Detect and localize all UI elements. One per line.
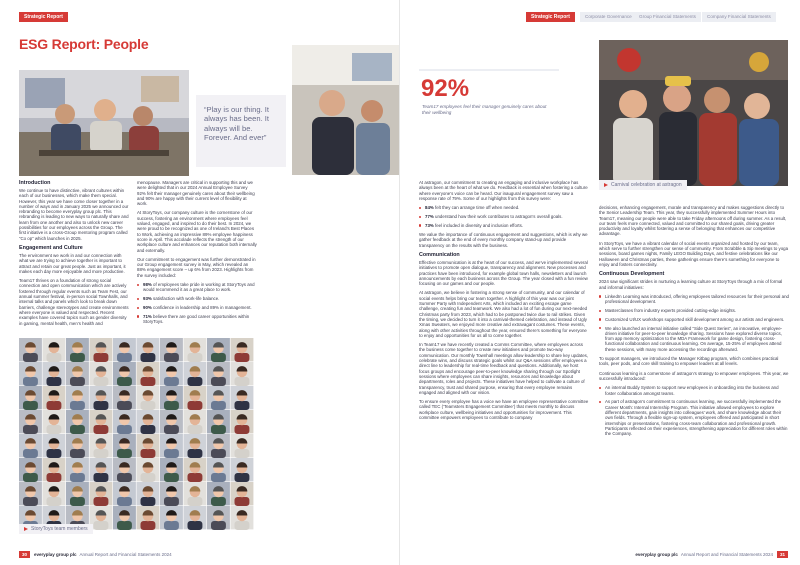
nav-company-financial-statements[interactable]: Company Financial Statements bbox=[702, 12, 776, 22]
pull-quote: “Play is our thing. It always has been. It always will be. Forever. And ever” bbox=[204, 105, 270, 143]
paragraph: 2024 saw significant strides in nurturing a learning culture at StoryToys through a mix of formal and informal initiatives: bbox=[599, 279, 783, 290]
headshot-tile bbox=[231, 434, 254, 458]
headshot-tile bbox=[19, 434, 42, 458]
headshot-tile bbox=[137, 434, 160, 458]
headshot-tile bbox=[231, 338, 254, 362]
headshot-tile bbox=[137, 386, 160, 410]
list-item: 77% understand how their work contributes to astragon’s overall goals. bbox=[419, 214, 589, 219]
headshot-tile bbox=[19, 386, 42, 410]
list-item: As part of astragon’s commitment to continuous learning, we successfully implemented the Career Month: Internal Internship Program. This initiative allowed employees to explore different departments, gain insights into colleagues’ work, and share knowledge about their own fields. Through a flexible sign-up system, employees offered and participated in short internships or presentations, fostering cross-team collaboration and professional growth. Participants reflected on their experiences, strengthening appreciation for different roles within the Company. bbox=[599, 399, 789, 436]
page-footer bbox=[635, 551, 788, 558]
headshot-tile bbox=[184, 386, 207, 410]
headshot-tile bbox=[19, 338, 42, 362]
page-number: 30 bbox=[19, 551, 30, 558]
right-column-2 bbox=[599, 205, 789, 440]
headshot-tile bbox=[43, 338, 66, 362]
headshot-tile bbox=[184, 458, 207, 482]
headshot-tile bbox=[231, 458, 254, 482]
headshot-tile bbox=[113, 434, 136, 458]
headshot-tile bbox=[66, 386, 89, 410]
headshot-tile bbox=[160, 434, 183, 458]
heading-communication: Communication bbox=[419, 251, 460, 258]
headshot-tile bbox=[113, 410, 136, 434]
headshot-tile bbox=[184, 434, 207, 458]
headshot-tile bbox=[137, 362, 160, 386]
headshot-tile bbox=[160, 458, 183, 482]
development-list bbox=[599, 294, 789, 352]
footer-brand: everyplay group plc bbox=[635, 552, 678, 557]
learning-list bbox=[599, 385, 789, 436]
headshot-tile bbox=[113, 482, 136, 506]
headshot-tile bbox=[66, 362, 89, 386]
headshot-tile bbox=[113, 386, 136, 410]
left-column-2 bbox=[137, 180, 257, 328]
headshot-tile bbox=[207, 434, 230, 458]
paragraph: menopause. Managers are critical in supporting this and we were delighted that in our 2024 Annual Employee Survey 92% felt their manager genuinely cares about their wellbeing and 90% are happy with their current level of flexibility at work. bbox=[137, 180, 255, 207]
footer-text: Annual Report and Financial Statements 2024 bbox=[680, 552, 773, 557]
headshot-tile bbox=[184, 410, 207, 434]
headshot-tile bbox=[90, 362, 113, 386]
headshot-tile bbox=[207, 362, 230, 386]
paragraph: We value the importance of continuous engagement and suggestions, which is why we gather feedback at the end of every monthly company stand-up and provide transparency on the results with the business. bbox=[419, 232, 588, 248]
headshot-tile bbox=[137, 338, 160, 362]
headshot-tile bbox=[43, 386, 66, 410]
photo-caption: StoryToys team members bbox=[19, 524, 93, 534]
headshot-tile bbox=[90, 410, 113, 434]
paragraph: At StoryToys, our company culture is the cornerstone of our success, fostering an environment where employees feel valued, engaged, and inspired to do their best. In 2024, we were proud to be recognized as one of Ireland’s Best Places to Work, achieving an impressive 89% employee happiness score in April. This accolade reflects the strength of our workplace culture and enhances our reputation both internally and externally. bbox=[137, 210, 257, 253]
carnival-photo bbox=[599, 40, 788, 186]
list-item: We also launched an internal initiative called “Side Quest Series”, an innovative, employee-driven initiative for peer-to-peer knowledge sharing. Sessions have explored diverse topics, from app memory optimization to the MDA Framework for game design, fostering cross-functional collaboration and continuous learning. On average, 15-25% of employees attend these sessions, with many more accessing the recordings afterward. bbox=[599, 326, 789, 352]
list-item: An internal Buddy System to support new employees in onboarding into the business and foster collaboration amongst teams. bbox=[599, 385, 789, 396]
page-number: 31 bbox=[777, 551, 788, 558]
headshot-tile bbox=[90, 434, 113, 458]
headshot-tile bbox=[231, 410, 254, 434]
nav-corporate-governance[interactable]: Corporate Governance bbox=[580, 12, 637, 22]
paragraph: Team17 thrives on a foundation of strong social connection and open communication which are actively fostered through regular events such as Team Fest, our annual summer festival, in-person social Townhalls, and internal talks and panels which look to break down barriers, challenge stereotypes and create environments where everyone is valued and respected. Recent examples have covered topics such as gender diversity in gaming, mental health, men’s health and bbox=[19, 278, 129, 326]
paragraph: At astragon, our commitment to creating an engaging and inclusive workplace has always been at the heart of what we do. Feedback is essential when fostering a culture where everyone’s voice can be heard. Our inaugural engagement survey saw a response rate of 79%. Some of our highlights from this survey were: bbox=[419, 180, 588, 201]
headshot-tile bbox=[184, 362, 207, 386]
section-tag: Strategic Report bbox=[19, 12, 68, 22]
list-item: Customized UI/UX workshops supported skill development among our artists and engineers. bbox=[599, 317, 789, 322]
headshot-tile bbox=[231, 506, 254, 530]
team-photo-desk bbox=[19, 70, 189, 176]
nav-group-financial-statements[interactable]: Group Financial Statements bbox=[634, 12, 701, 22]
headshot-tile bbox=[43, 458, 66, 482]
headshot-tile bbox=[90, 338, 113, 362]
headshot-tile bbox=[19, 410, 42, 434]
stat-description: Team17 employees feel their manager genuinely cares about their wellbeing bbox=[422, 104, 547, 115]
paragraph: decisions, enhancing engagement, morale and transparency and makes suggestions directly to the Senior Leadership Team. This year, they successfully implemented Summer Hours into Team17, meaning our people were able to take Friday afternoons off during summer. As a result, our team feels more connected, valued and committed to our shared goals, driving greater productivity and loyalty whilst fostering a sense of belonging that enhances our competitive advantage. bbox=[599, 205, 787, 237]
paragraph: The environment we work in and our connection with what we are trying to achieve together is important to attract and retain our great people. Just as important, it makes each day more enjoyable and more productive. bbox=[19, 252, 126, 274]
headshot-tile bbox=[19, 458, 42, 482]
headshot-tile bbox=[137, 482, 160, 506]
heading-introduction: Introduction bbox=[19, 180, 51, 186]
list-item: Masterclasses from industry experts provided cutting-edge insights. bbox=[599, 308, 789, 313]
headshot-tile bbox=[66, 458, 89, 482]
stat-number: 92% bbox=[421, 75, 470, 102]
headshot-tile bbox=[43, 434, 66, 458]
headshot-tile bbox=[66, 434, 89, 458]
headshot-tile bbox=[90, 386, 113, 410]
page-footer bbox=[19, 551, 172, 558]
headshot-tile bbox=[66, 410, 89, 434]
headshot-tile bbox=[207, 506, 230, 530]
headshot-tile bbox=[231, 386, 254, 410]
section-tag[interactable]: Strategic Report bbox=[526, 12, 575, 22]
paragraph: At astragon, we believe in fostering a strong sense of community, and our calendar of social events helps bring our team together. A highlight of this year was our joint Summer Party with Independent Arts, which included an exciting escape game challenge, creating fun and teamwork. We also had a lot of fun during our next-needed Christmas party from 2023, which had to be postponed twice due to rail strikes. Given the timing, we decided to turn it into a carnival-themed celebration, and instead of Ugly Xmas Sweaters, we enjoyed more creative and extravagant costumes. These events, along with other activities throughout the year, ensured there’s something for everyone to enjoy and opportunities for us all to come together. bbox=[419, 290, 588, 338]
headshot-tile bbox=[184, 338, 207, 362]
headshot-tile bbox=[137, 458, 160, 482]
list-item: LinkedIn Learning was introduced, offering employees tailored resources for their personal and professional development. bbox=[599, 294, 789, 305]
right-column-1 bbox=[419, 180, 589, 424]
quote-box bbox=[196, 95, 286, 167]
heading-continuous-development: Continuous Development bbox=[599, 271, 665, 278]
headshot-tile bbox=[160, 338, 183, 362]
list-item: 98% of employees take pride in working at StoryToys and would recommend it as a great place to work. bbox=[137, 282, 257, 293]
right-page bbox=[400, 0, 800, 565]
headshot-tile bbox=[207, 338, 230, 362]
headshot-tile bbox=[90, 482, 113, 506]
left-column-1 bbox=[19, 180, 129, 330]
headshot-tile bbox=[160, 386, 183, 410]
paragraph: In StoryToys, we have a vibrant calendar of social events organized and hosted by our team, which serve to further strengthen our sense of community. From Scrabble & Sip meetings to yoga sessions, board games nights, Family LEGO Building Days, and festive celebrations like our Halloween and Christmas parties, these gatherings ensure there’s something for everyone to enjoy and fosters connectivity. bbox=[599, 240, 789, 267]
list-item: 93% satisfaction with work-life balance. bbox=[137, 296, 257, 301]
headshot-tile bbox=[90, 506, 113, 530]
list-item: 90% confidence in leadership and 89% in management. bbox=[137, 305, 257, 310]
team-photo-office bbox=[292, 45, 400, 175]
footer-text: Annual Report and Financial Statements 2024 bbox=[79, 552, 172, 557]
headshot-tile bbox=[137, 410, 160, 434]
stat-callout bbox=[419, 69, 559, 144]
paragraph: We continue to have distinctive, vibrant cultures within each of our businesses, which make them special. However, this year we have come closer together in a number of ways and in January 2025 we announced our rebranding to become everyplay group plc. This rebranding is leading to new ways to naturally share and learn from one another and also to unlock new career possibilities for our employees across the Group. The first initiative is a cross-Group mentoring program called “Co op” which launches in 2025. bbox=[19, 188, 129, 241]
list-item: 84% felt they can arrange time off when needed. bbox=[419, 205, 589, 210]
headshot-tile bbox=[43, 410, 66, 434]
headshot-tile bbox=[113, 506, 136, 530]
headshot-tile bbox=[184, 506, 207, 530]
headshot-tile bbox=[66, 338, 89, 362]
headshot-tile bbox=[19, 362, 42, 386]
headshot-tile bbox=[160, 410, 183, 434]
astragon-highlights-list bbox=[419, 205, 589, 228]
paragraph: Our commitment to engagement was further demonstrated in our Group engagement survey in May, which revealed an 88% engagement score – up 6% from 2023. Highlights from the survey included: bbox=[137, 256, 256, 278]
paragraph: To support managers, we introduced the Manager Kitbag program, which combines practical tools, peer pods, and core skill training to empower leaders at all levels. bbox=[599, 356, 779, 367]
list-item: 71% believe there are good career opportunities within StoryToys. bbox=[137, 314, 257, 325]
headshot-tile bbox=[184, 482, 207, 506]
headshot-tile bbox=[43, 362, 66, 386]
photo-caption: Carnival celebration at astragon bbox=[599, 180, 687, 190]
headshot-tile bbox=[231, 482, 254, 506]
headshot-tile bbox=[231, 362, 254, 386]
headshot-tile bbox=[160, 362, 183, 386]
team-members-mosaic bbox=[19, 338, 254, 530]
paragraph: Effective communication is at the heart of our success, and we’ve implemented several initiatives to promote open dialogue, transparency and alignment. New processes and practices have been introduced, for example global town halls, newsletters and launch announcements by each business across the Group. The year closed with a fun review focusing on our games and our people. bbox=[419, 259, 588, 287]
survey-highlights-list bbox=[137, 282, 257, 324]
headshot-tile bbox=[19, 482, 42, 506]
headshot-tile bbox=[113, 458, 136, 482]
paragraph: Continuous learning is a cornerstone of astragon’s strategy to empower employees. This year, we successfully introduced: bbox=[599, 370, 789, 381]
heading-engagement: Engagement and Culture bbox=[19, 244, 83, 251]
headshot-tile bbox=[43, 482, 66, 506]
headshot-tile bbox=[207, 482, 230, 506]
headshot-tile bbox=[207, 410, 230, 434]
headshot-tile bbox=[66, 482, 89, 506]
headshot-tile bbox=[160, 506, 183, 530]
headshot-tile bbox=[207, 458, 230, 482]
headshot-tile bbox=[113, 338, 136, 362]
headshot-tile bbox=[113, 362, 136, 386]
headshot-tile bbox=[207, 386, 230, 410]
headshot-tile bbox=[90, 458, 113, 482]
footer-brand: everyplay group plc bbox=[34, 552, 77, 557]
list-item: 73% feel included in diversity and inclusion efforts. bbox=[419, 223, 589, 228]
headshot-tile bbox=[160, 482, 183, 506]
page-title: ESG Report: People bbox=[19, 36, 149, 52]
paragraph: To ensure every employee has a voice we have an employee representative committee called TEC (‘Teamsters Engagement Committee’) that meets monthly to discuss workplace culture, wellbeing initiatives and opportunities for improvement. This committee empowers employees to contribute to company bbox=[419, 399, 589, 420]
headshot-tile bbox=[137, 506, 160, 530]
paragraph: In Team17 we have recently created a Comms Committee, where employees across the business come together to create new initiatives and promote two-way communication. Our monthly Townhall meetings allow leadership to share key updates, celebrate wins, and discuss strategic goals whilst our Q&A sessions offer employees a direct line to leadership for real-time feedback and questions. Additionally, we host focus groups and encourage peer-to-peer knowledge sharing through our Spotlight sessions where employees can share insights, resources and knowledge about departments, roles and projects. These initiatives have helped to cultivate a culture of transparency, trust and shared purpose, ensuring that every employee remains engaged and aligned with our vision. bbox=[419, 342, 589, 395]
